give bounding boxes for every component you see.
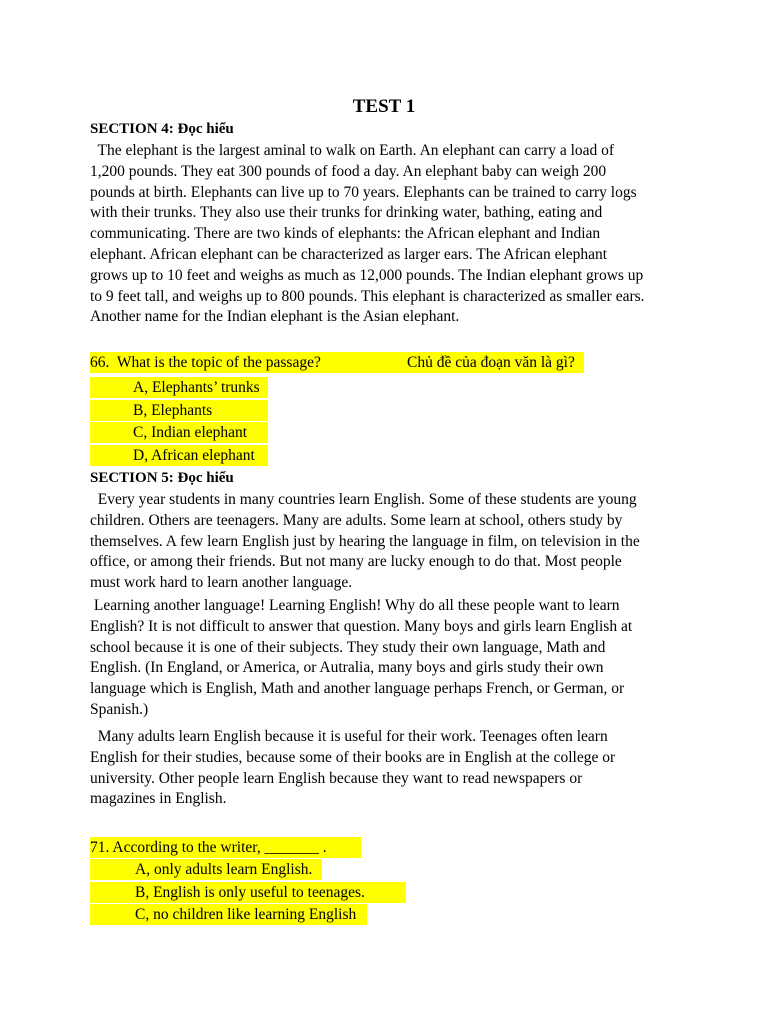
question-66-text: 66. What is the topic of the passage? xyxy=(90,354,321,371)
passage-line: must work hard to learn another language. xyxy=(90,574,353,592)
answer-option-66-b[interactable] xyxy=(90,400,268,421)
answer-option-label: B, Elephants xyxy=(133,402,213,419)
answer-option-label: C, no children like learning English xyxy=(135,906,357,923)
question-66 xyxy=(90,352,584,373)
passage-line: pounds at birth. Elephants can live up to 70 years. Elephants can be trained to carry logs xyxy=(90,183,637,201)
passage-line: English. (In England, or America, or Autralia, many boys and girls study their own xyxy=(90,659,604,677)
passage-line: Another name for the Indian elephant is the Asian elephant. xyxy=(90,308,460,326)
answer-option-label: A, only adults learn English. xyxy=(135,861,313,878)
answer-option-label: A, Elephants’ trunks xyxy=(133,379,260,396)
answer-option-71-a[interactable] xyxy=(90,859,322,880)
section-5-heading: SECTION 5: Đọc hiểu xyxy=(90,470,234,486)
answer-option-label: B, English is only useful to teenages. xyxy=(135,884,365,901)
passage-line: university. Other people learn English because they want to read newspapers or xyxy=(90,769,583,787)
section-4-heading: SECTION 4: Đọc hiểu xyxy=(90,121,234,137)
passage-line: themselves. A few learn English just by hearing the language in film, on television in the xyxy=(90,532,640,550)
passage-line: children. Others are teenagers. Many are adults. Some learn at school, others study by xyxy=(90,511,623,529)
passage-line: Learning another language! Learning English! Why do all these people want to learn xyxy=(90,597,620,614)
passage-line: Every year students in many countries learn English. Some of these students are young xyxy=(90,491,637,508)
page-title: TEST 1 xyxy=(352,96,416,117)
answer-option-66-d[interactable] xyxy=(90,445,268,466)
answer-option-label: D, African elephant xyxy=(133,447,255,464)
section-5-paragraph-2 xyxy=(90,596,678,721)
section-4-passage xyxy=(90,141,690,328)
question-71 xyxy=(90,837,361,858)
passage-line: Many adults learn English because it is useful for their work. Teenages often learn xyxy=(90,728,608,745)
passage-line: language which is English, Math and another language perhaps French, or German, or xyxy=(90,680,625,698)
passage-line: Spanish.) xyxy=(90,700,149,718)
question-71-text: 71. According to the writer, _______ . xyxy=(90,839,327,856)
answer-option-66-a[interactable] xyxy=(90,377,268,398)
section-5-paragraph-1 xyxy=(90,490,680,594)
answer-option-66-c[interactable] xyxy=(90,422,268,443)
question-66-translation: Chủ đề của đoạn văn là gì? xyxy=(407,354,575,371)
passage-line: grows up to 10 feet and weighs as much as 12,000 pounds. The Indian elephant grows up xyxy=(90,266,644,284)
answer-option-71-b[interactable] xyxy=(90,882,406,903)
passage-line: school because it is one of their subjects. They study their own language, Math and xyxy=(90,638,606,656)
passage-line: The elephant is the largest aminal to walk on Earth. An elephant can carry a load of xyxy=(90,142,615,159)
passage-line: elephant. African elephant can be characterized as larger ears. The African elephant xyxy=(90,245,608,263)
passage-line: English? It is not difficult to answer that question. Many boys and girls learn English at xyxy=(90,617,633,635)
passage-line: to 9 feet tall, and weighs up to 800 pounds. This elephant is characterized as smaller ears. xyxy=(90,287,645,305)
passage-line: with their trunks. They also use their trunks for drinking water, bathing, eating and xyxy=(90,204,603,222)
passage-line: 1,200 pounds. They eat 300 pounds of food a day. An elephant baby can weigh 200 xyxy=(90,162,607,180)
passage-line: communicating. There are two kinds of elephants: the African elephant and Indian xyxy=(90,225,601,243)
passage-line: English for their studies, because some of their books are in English at the college or xyxy=(90,748,616,766)
passage-line: magazines in English. xyxy=(90,790,227,808)
answer-option-71-c[interactable] xyxy=(90,904,367,925)
passage-line: office, or among their friends. But not many are lucky enough to do that. Most people xyxy=(90,553,622,571)
section-5-paragraph-3 xyxy=(90,727,678,810)
answer-option-label: C, Indian elephant xyxy=(133,424,248,441)
